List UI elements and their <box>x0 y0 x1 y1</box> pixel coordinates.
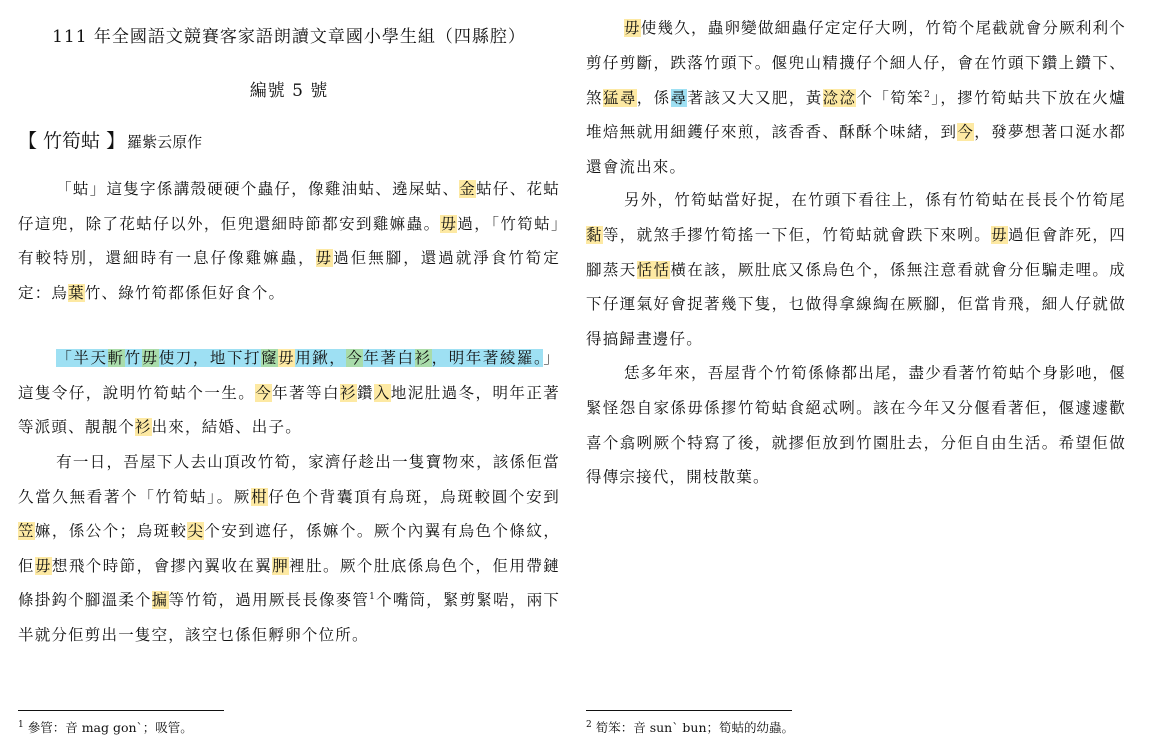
text-run: 過，「竹筍蛄」有較特別，還細時有一息仔像雞嫲蟲， <box>18 214 560 268</box>
highlighted-text: 使刀，地下打 <box>158 349 262 367</box>
highlighted-text: 尋 <box>619 88 637 107</box>
footnote-divider <box>18 710 224 711</box>
footnote-2-text: 筍笨：音 sun` bun；筍蛄的幼蟲。 <box>595 720 795 735</box>
paragraph-4 <box>586 11 1126 185</box>
highlighted-text: 淰淰 <box>822 88 857 107</box>
highlighted-text: 衫 <box>414 349 432 367</box>
text-run: 等竹筍，過用厥長長像麥管 <box>168 591 370 610</box>
right-column <box>586 0 1126 750</box>
left-column <box>18 0 560 750</box>
highlighted-text: 金 <box>459 180 477 198</box>
footnote-1-number: 1 <box>18 719 24 730</box>
highlighted-text: 衫 <box>134 418 152 437</box>
highlighted-text: 葉 <box>68 283 85 302</box>
highlighted-text: 恬恬 <box>636 260 671 279</box>
text-run: 使幾久，蟲卵變做細蟲仔定定仔大咧，竹筍个尾截就會分厥利利个剪仔剪斷，跌落竹頭下。偃兜山精㩢仔个細人仔，會在竹頭下鑽上鑽下、煞 <box>586 19 1127 107</box>
highlighted-text: 年著白 <box>363 349 415 367</box>
paragraph-6 <box>586 356 1126 495</box>
highlighted-text: 今 <box>957 123 975 142</box>
highlighted-text: 笠 <box>18 522 35 541</box>
highlighted-text: 揙 <box>151 591 169 610</box>
text-run: 出來，結婚、出子。 <box>151 418 302 437</box>
text-run: 个安到遮仔，係嫲个。厥个內翼有烏色个條紋，佢 <box>18 522 561 575</box>
highlighted-text: 毋 <box>624 19 641 37</box>
highlighted-text: 尋 <box>670 88 688 107</box>
text-run: 地泥肚過冬，明年正著等派頭、靚靚个 <box>18 383 561 437</box>
highlighted-text: 胛 <box>272 556 290 575</box>
paragraph-2 <box>18 341 560 445</box>
text-run: 另外，竹筍蛄當好捉，在竹頭下看往上，係有竹筍蛄在長長个竹筍尾 <box>624 191 1126 209</box>
text-run: 嫲，係公个；烏斑較 <box>34 522 188 541</box>
text-run: 」，摎竹筍蛄共下放在火爐堆焙無就用細鑊仔來煎，該香香、酥酥个味緒，到 <box>586 88 1127 142</box>
text-run: 等，就煞手摎竹筍搖一下佢，竹筍蛄就會跌下來咧。 <box>602 225 992 244</box>
highlighted-text: 毋 <box>991 225 1009 244</box>
article-title: 【 竹筍蛄 】 <box>18 130 126 152</box>
highlighted-text: 衫 <box>339 383 357 402</box>
article-heading <box>18 126 560 153</box>
highlighted-text: 毋 <box>315 249 334 268</box>
highlighted-text: 毋 <box>278 349 296 367</box>
highlighted-text: 黏 <box>586 225 603 244</box>
text-run: 」這隻令仔，說明竹筍蛄个一生。 <box>18 349 561 402</box>
highlighted-text: 今 <box>255 383 273 402</box>
text-run: 个嘴筒，緊剪緊啱，兩下半就分佢剪出一隻空，該空乜係佢孵卵个位所。 <box>18 591 561 644</box>
highlighted-text: 猛 <box>602 88 620 107</box>
text-run: ，發夢想著口涎水都還會流出來。 <box>586 123 1127 177</box>
highlighted-text: 毋 <box>141 349 159 367</box>
text-run: 裡肚。厥个肚底係烏色个，佢用帶鏈條掛鈎个腳溫柔个 <box>18 556 561 610</box>
document-title: 111 年全國語文競賽客家語朗讀文章國小學生組（四縣腔） <box>52 27 526 47</box>
text-run: 想飛个時節，會摎內翼收在翼 <box>51 556 273 575</box>
text-run: 年著等白 <box>272 383 340 402</box>
footnote-divider <box>586 710 792 711</box>
footnote-ref: 1 <box>369 592 377 603</box>
footnote-2-number: 2 <box>586 719 592 730</box>
highlighted-text: 用鍬， <box>295 349 347 367</box>
highlighted-text: ，明年著綾羅。 <box>431 349 544 367</box>
highlighted-text: 毋 <box>440 214 458 233</box>
highlighted-text: 「半天 <box>56 349 108 367</box>
text-run: 竹、綠竹筍都係佢好食个。 <box>84 283 286 302</box>
footnote-1 <box>18 718 193 736</box>
paragraph-5 <box>586 183 1126 357</box>
document-number: 編號 5 號 <box>249 81 329 101</box>
paragraph-3 <box>18 445 560 653</box>
highlighted-text: 斬 <box>107 349 125 367</box>
highlighted-text: 竹 <box>124 349 142 367</box>
footnote-ref: 2 <box>924 89 931 100</box>
highlighted-text: 尖 <box>187 522 205 541</box>
text-run: 著該又大又肥，黃 <box>687 88 823 107</box>
text-run: 橫在該，厥肚底又係烏色个，係無注意看就會分佢騙走哩。成下仔運氣好會捉著幾下隻，乜做得拿線綯在厥腳，佢當肯飛，細人仔就做得搞歸晝邊仔。 <box>586 260 1126 349</box>
text-run: 過佢會詐死，四腳蒸天 <box>586 225 1127 279</box>
text-run: 鑽 <box>356 383 374 402</box>
text-run: 過佢無腳，還過就淨食竹筍定定：烏 <box>18 249 561 302</box>
highlighted-text: 柑 <box>250 487 269 506</box>
text-run: 个「筍笨 <box>856 88 925 107</box>
article-author: 羅紫云原作 <box>127 133 203 151</box>
footnote-2 <box>586 718 794 736</box>
footnote-1-text: 參管：音 mag gon`；吸管。 <box>27 720 193 735</box>
text-run: 有一日，吾屋下人去山頂改竹筍，家濟仔趁出一隻寶物來，該係佢當久當久無看著个「竹筍蛄」。厥 <box>18 453 560 506</box>
text-run: 仔色个背囊頂有烏斑，烏斑較圓个安到 <box>268 487 561 506</box>
text-run: 蛄仔、花蛄仔這兜，除了花蛄仔以外，佢兜還細時節都安到雞嫲蟲。 <box>18 180 560 233</box>
text-run: ，係 <box>636 88 671 107</box>
highlighted-text: 入 <box>373 383 391 402</box>
highlighted-text: 窿 <box>261 349 279 367</box>
highlighted-text: 今 <box>346 349 364 367</box>
highlighted-text: 毋 <box>34 556 52 575</box>
text-run: 恁多年來，吾屋背个竹筍係條都出尾，盡少看著竹筍蛄个身影吔，偃緊怪怨自家係毋係摎竹筍蛄食絕忒咧。該在今年又分偃看著佢，偃遽遽歡喜个翕咧厥个特寫了後，就摎佢放到竹園肚去，分佢自由生活。希望佢做得傳宗接代，開枝散葉。 <box>586 364 1126 487</box>
paragraph-1 <box>18 172 560 310</box>
text-run: 「蛄」這隻字係講殼硬硬个蟲仔，像雞油蛄、遶屎蛄、 <box>56 180 460 198</box>
